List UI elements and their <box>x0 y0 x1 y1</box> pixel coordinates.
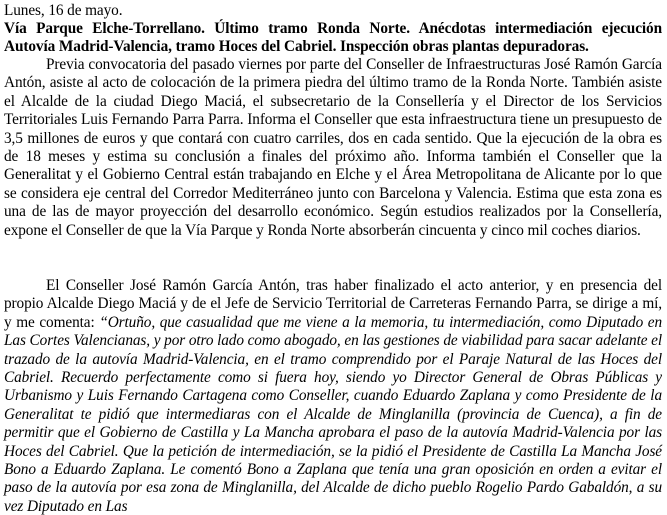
paragraph-2-intro: El Conseller José Ramón García Antón, tras haber finalizado el acto anterior, y en presencia del propio Alcalde Diego Maciá y de el Jefe de Servicio Territorial de Carreteras Fernando Parra, se dirige a mí, y me comenta: <box>4 277 662 331</box>
paragraph-2 <box>4 277 662 515</box>
entry-date: Lunes, 16 de mayo. <box>4 2 123 19</box>
paragraph-2-quote: “Ortuño, que casualidad que me viene a la memoria, tu intermediación, como Diputado en Las Cortes Valencianas, y por otro lado como abogado, en las gestiones de viabilidad para sacar adelante el trazado de la autovía Madrid-Valencia, en el tramo comprendido por el Paraje Natural de las Hoces del Cabriel. Recuerdo perfectamente como si fuera hoy, siendo yo Director General de Obras Públicas y Urbanismo y Luis Fernando Cartagena como Conseller, cuando Eduardo Zaplana y como Presidente de la Generalitat te pidió que intermediaras con el Alcalde de Minglanilla (provincia de Cuenca), a fin de permitir que el Gobierno de Castilla y La Mancha aprobara el paso de la autovía Madrid-Valencia por las Hoces del Cabriel. Que la petición de intermediación, se la pidió el Presidente de Castilla La Mancha José Bono a Eduardo Zaplana. Le comentó Bono a Zaplana que tenía una gran oposición en orden a evitar el paso de la autovía por esa zona de Minglanilla, del Alcalde de dicho pueblo Rogelio Pardo Gabaldón, a su vez Diputado en Las <box>4 313 663 515</box>
entry-heading: Vía Parque Elche-Torrellano. Último tramo Ronda Norte. Anécdotas intermediación ejecución Autovía Madrid-Valencia, tramo Hoces del Cabriel. Inspección obras plantas depuradoras. <box>4 20 662 56</box>
paragraph-1: Previa convocatoria del pasado viernes por parte del Conseller de Infraestructuras José Ramón García Antón, asiste al acto de colocación de la primera piedra del último tramo de la Ronda Norte. También asiste el Alcalde de la ciudad Diego Maciá, el subsecretario de la Consellería y el Director de los Servicios Territoriales Luis Fernando Parra Parra. Informa el Conseller que esta infraestructura tiene un presupuesto de 3,5 millones de euros y que contará con cuatro carriles, dos en cada sentido. Que la ejecución de la obra es de 18 meses y estima su conclusión a finales del próximo año. Informa también el Conseller que la Generalitat y el Gobierno Central están trabajando en Elche y el Área Metropolitana de Alicante por lo que se considera eje central del Corredor Mediterráneo junto con Barcelona y Valencia. Estima que esta zona es una de las de mayor proyección del desarrollo económico. Según estudios realizados por la Consellería, expone el Conseller de que la Vía Parque y Ronda Norte absorberán cincuenta y cinco mil coches diarios. <box>4 56 662 239</box>
